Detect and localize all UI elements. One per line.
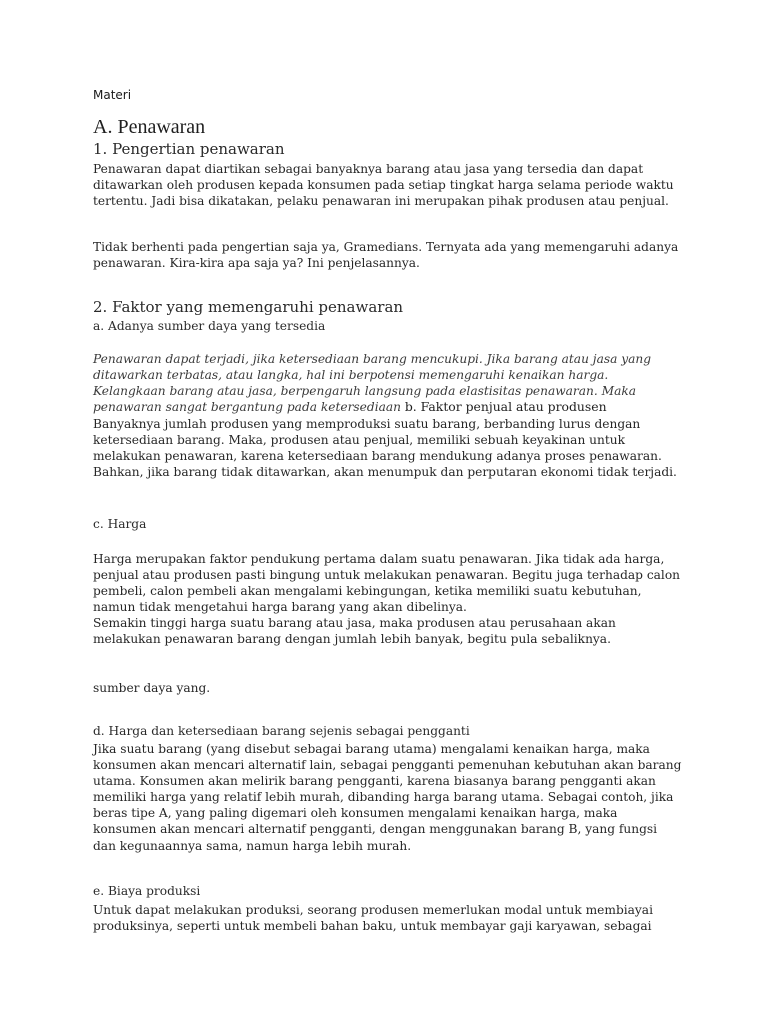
text-line: penawaran. Kira-kira apa saja ya? Ini penjelasannya. — [93, 256, 420, 271]
text-line: melakukan penawaran barang dengan jumlah lebih banyak, begitu pula sebaliknya. — [93, 632, 611, 647]
text-line: konsumen akan mencari alternatif lain, sebagai pengganti pemenuhan kebutuhan akan barang — [93, 758, 682, 773]
text-line: produksinya, seperti untuk membeli bahan baku, untuk membayar gaji karyawan, sebagai — [93, 919, 652, 934]
factor-b-title: b. Faktor penjual atau produsen — [404, 399, 607, 415]
doc-label: Materi — [93, 88, 132, 102]
factor-a-title: a. Adanya sumber daya yang tersedia — [93, 319, 326, 333]
text-line: dan kegunaannya sama, namun harga lebih murah. — [93, 838, 412, 853]
text-line: ditawarkan terbatas, atau langka, hal ini berpotensi memengaruhi kenaikan harga. — [93, 368, 609, 383]
text-line: konsumen akan mencari alternatif pengganti, dengan menggunakan barang B, yang fungsi — [93, 822, 658, 837]
factor-c-text — [93, 551, 680, 648]
text-line: Penawaran dapat terjadi, jika ketersediaan barang mencukupi. Jika barang atau jasa yang — [93, 352, 652, 366]
stray-text: sumber daya yang. — [93, 681, 211, 695]
factor-e-text — [93, 902, 653, 934]
factor-c-title: c. Harga — [93, 517, 147, 531]
paragraph-definition — [93, 161, 674, 209]
text-line: Jika suatu barang (yang disebut sebagai barang utama) mengalami kenaikan harga, maka — [93, 742, 650, 756]
factor-d-text — [93, 741, 681, 854]
text-line: Penawaran dapat diartikan sebagai banyaknya barang atau jasa yang tersedia dan dapat — [93, 162, 644, 176]
text-line: beras tipe A, yang paling digemari oleh konsumen mengalami kenaikan harga, maka — [93, 806, 618, 821]
text-line: Harga merupakan faktor pendukung pertama dalam suatu penawaran. Jika tidak ada harga, — [93, 552, 665, 566]
text-fragment: penawaran sangat bergantung pada ketersediaan — [93, 400, 401, 415]
paragraph-intro-factors — [93, 239, 678, 271]
subsection-title-1: 1. Pengertian penawaran — [93, 140, 285, 158]
text-line: namun tidak mengetahui harga barang yang akan dibelinya. — [93, 600, 467, 615]
section-title: A. Penawaran — [93, 116, 206, 138]
text-line: Tidak berhenti pada pengertian saja ya, Gramedians. Ternyata ada yang memengaruhi adanya — [93, 240, 679, 254]
text-line: utama. Konsumen akan melirik barang pengganti, karena biasanya barang pengganti akan — [93, 774, 656, 789]
text-line: Banyaknya jumlah produsen yang memproduksi suatu barang, berbanding lurus dengan — [93, 417, 641, 431]
text-line: ditawarkan oleh produsen kepada konsumen pada setiap tingkat harga selama periode waktu — [93, 178, 674, 193]
subsection-title-2: 2. Faktor yang memengaruhi penawaran — [93, 298, 404, 316]
text-line: Bahkan, jika barang tidak ditawarkan, akan menumpuk dan perputaran ekonomi tidak terjadi. — [93, 465, 677, 480]
text-line: pembeli, calon pembeli akan mengalami kebingungan, ketika memiliki suatu kebutuhan, — [93, 584, 642, 599]
factor-b-text — [93, 416, 677, 480]
text-line: Semakin tinggi harga suatu barang atau jasa, maka produsen atau perusahaan akan — [93, 616, 616, 631]
factor-a-text — [93, 351, 651, 415]
text-line: Untuk dapat melakukan produksi, seorang produsen memerlukan modal untuk membiayai — [93, 903, 653, 917]
text-line: Kelangkaan barang atau jasa, berpengaruh langsung pada elastisitas penawaran. Maka — [93, 384, 637, 399]
factor-e-title: e. Biaya produksi — [93, 884, 201, 898]
text-line: tertentu. Jadi bisa dikatakan, pelaku penawaran ini merupakan pihak produsen atau penjual. — [93, 194, 669, 209]
text-line: melakukan penawaran, karena ketersediaan barang mendukung adanya proses penawaran. — [93, 449, 662, 464]
text-line — [93, 399, 651, 415]
text-line: memiliki harga yang relatif lebih murah, dibanding harga barang utama. Sebagai contoh, jika — [93, 790, 674, 805]
text-line: ketersediaan barang. Maka, produsen atau penjual, memiliki sebuah keyakinan untuk — [93, 433, 626, 448]
factor-d-title: d. Harga dan ketersediaan barang sejenis sebagai pengganti — [93, 724, 470, 738]
text-line: penjual atau produsen pasti bingung untuk melakukan penawaran. Begitu juga terhadap calon — [93, 568, 680, 583]
